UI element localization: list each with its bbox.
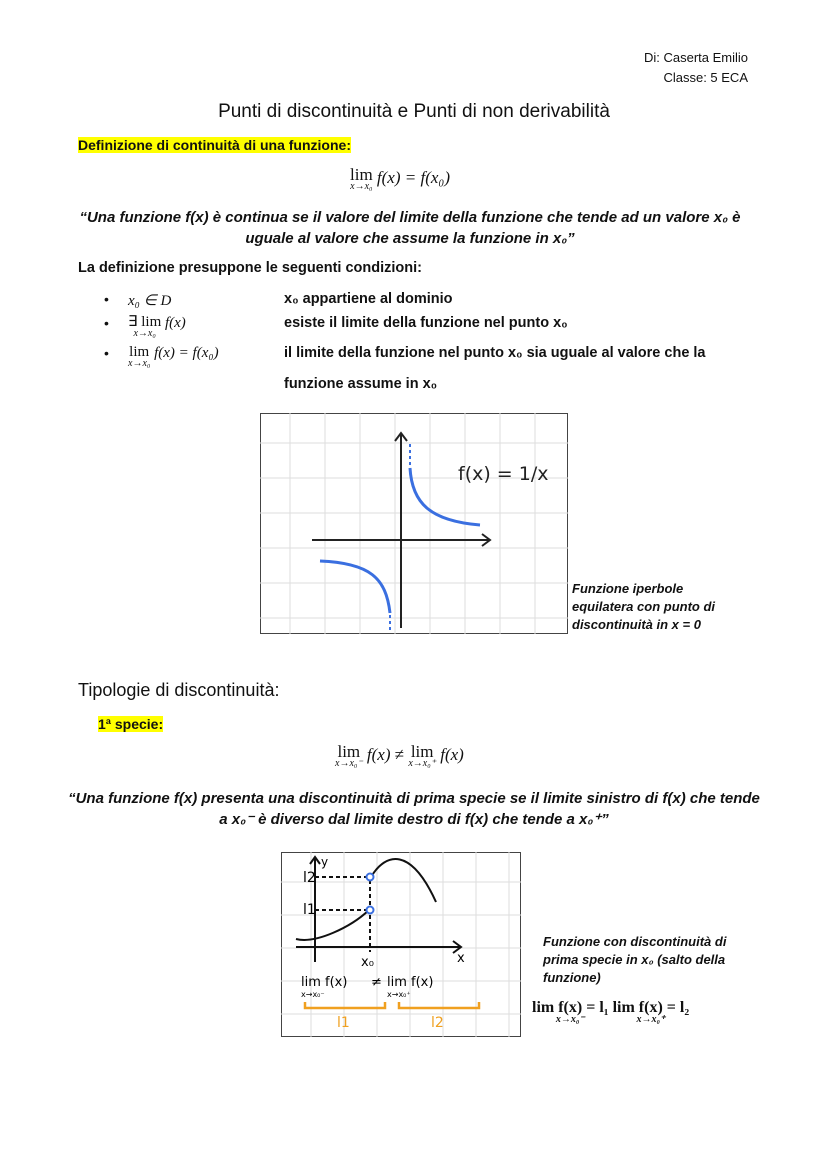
svg-text:lim f(x): lim f(x) (387, 975, 434, 990)
jump-discontinuity-figure (281, 852, 521, 1037)
author: Di: Caserta Emilio (643, 50, 748, 65)
svg-text:l1: l1 (337, 1015, 350, 1031)
class-label: Classe: 5 ECA (663, 70, 748, 85)
first-species-label: 1ª specie: (98, 716, 164, 732)
svg-text:x₀: x₀ (361, 955, 374, 970)
conditions-intro: La definizione presuppone le seguenti condizioni: (78, 260, 422, 276)
first-species-quote: “Una funzione f(x) presenta una discontinuità di prima specie se il limite sinistro di f(x) che tende a x₀⁻ è diverso dal limite destro di f(x) che tende a x₀⁺” (68, 790, 760, 828)
condition-2: • ∃ lim x→x₀ f(x) esiste il limite della funzione nel punto x₀ (104, 314, 568, 339)
first-species-formula: lim x→x₀⁻ f(x) ≠ lim x→x₀⁺ f(x) (335, 742, 464, 769)
svg-text:l2: l2 (431, 1015, 444, 1031)
page-title: Punti di discontinuità e Punti di non derivabilità (218, 101, 610, 122)
continuity-formula: lim x→x₀ f(x) = f(x₀) (350, 165, 450, 192)
svg-text:l1: l1 (303, 902, 316, 918)
svg-text:x→x₀⁺: x→x₀⁺ (387, 990, 411, 999)
condition-1: • x₀ ∈ D x₀ appartiene al dominio (104, 291, 453, 309)
function-label: f(x) = 1/x (458, 463, 549, 485)
svg-text:y: y (321, 855, 329, 869)
hyperbola-caption: Funzione iperbole equilatera con punto di discontinuità in x = 0 (572, 581, 716, 632)
condition-3: • lim x→x₀ f(x) = f(x₀) il limite della funzione nel punto x₀ sia uguale al valore che la funzione assume in x₀ (104, 344, 706, 392)
svg-text:lim f(x): lim f(x) (301, 975, 348, 990)
jump-caption: Funzione con discontinuità di prima specie in x₀ (salto della funzione) (543, 934, 727, 985)
section-heading-types: Tipologie di discontinuità: (78, 680, 280, 700)
one-sided-limits: lim f(x) = l₁ x→x₀⁻ lim f(x) = l₂ x→x₀⁺ (532, 999, 690, 1025)
svg-text:l2: l2 (303, 870, 316, 886)
svg-text:x: x (457, 951, 465, 966)
hyperbola-figure (260, 413, 568, 634)
continuity-quote: “Una funzione f(x) è continua se il valore del limite della funzione che tende ad un valore x₀ è uguale al valore che assume la funzione in x₀” (79, 209, 741, 247)
svg-text:x→x₀⁻: x→x₀⁻ (301, 990, 325, 999)
section-heading-continuity: Definizione di continuità di una funzione: (78, 137, 351, 153)
svg-text:≠: ≠ (371, 975, 382, 990)
